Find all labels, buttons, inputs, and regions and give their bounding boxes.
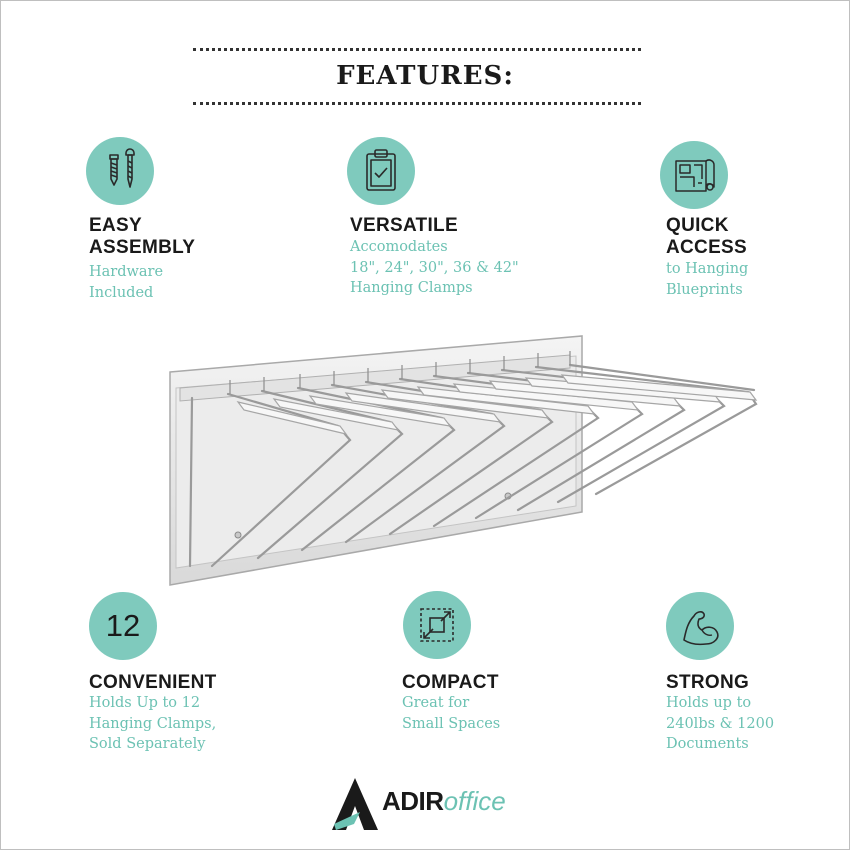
feature-desc-compact: Great for Small Spaces <box>402 695 501 732</box>
blueprint-icon <box>660 141 728 209</box>
logo-wordmark <box>382 784 506 818</box>
feature-desc-quick-access: to Hanging Blueprints <box>666 261 749 298</box>
feature-desc-easy-assembly: Hardware Included <box>89 264 164 301</box>
feature-title-quick-access: QUICK ACCESS <box>666 215 747 258</box>
page-title: FEATURES: <box>336 61 514 91</box>
badge-number: 12 <box>105 608 141 643</box>
wall-rack-product-image <box>150 330 770 595</box>
logo-wordmark-light: office <box>443 786 506 816</box>
feature-title-convenient: CONVENIENT <box>89 672 217 693</box>
feature-desc-convenient: Holds Up to 12 Hanging Clamps, Sold Separately <box>89 695 217 752</box>
logo-mark-icon <box>330 776 380 832</box>
feature-title-compact: COMPACT <box>402 672 499 693</box>
feature-desc-strong: Holds up to 240lbs & 1200 Documents <box>666 695 775 752</box>
screws-icon <box>86 137 154 205</box>
compact-resize-icon <box>403 591 471 659</box>
logo-wordmark-bold: ADIR <box>382 786 444 816</box>
feature-title-easy-assembly: EASY ASSEMBLY <box>89 215 196 258</box>
feature-desc-versatile: Accomodates 18", 24", 30", 36 & 42" Hanging Clamps <box>350 239 519 296</box>
bottom-dotted-divider <box>193 102 641 105</box>
adir-office-logo <box>330 776 530 832</box>
flexed-arm-icon <box>666 592 734 660</box>
clipboard-check-icon <box>347 137 415 205</box>
number-badge <box>89 592 157 660</box>
feature-title-versatile: VERSATILE <box>350 215 458 236</box>
feature-title-strong: STRONG <box>666 672 750 693</box>
top-dotted-divider <box>193 48 641 51</box>
